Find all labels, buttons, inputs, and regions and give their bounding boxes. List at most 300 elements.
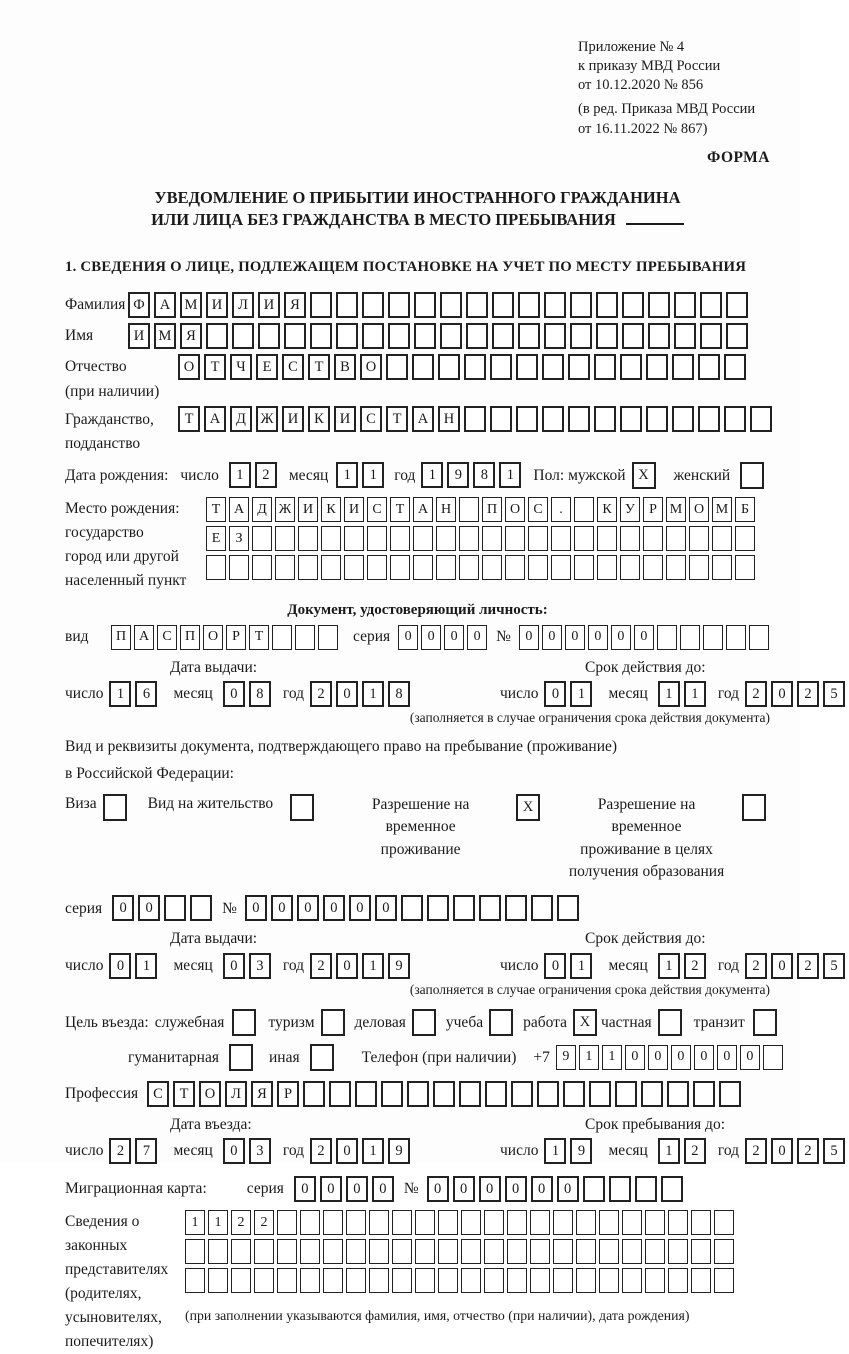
char-box[interactable] <box>484 1210 504 1235</box>
char-box[interactable] <box>206 323 228 349</box>
residence-permit-checkbox[interactable] <box>290 794 318 821</box>
char-box[interactable] <box>518 292 540 318</box>
char-box[interactable] <box>346 1239 366 1264</box>
char-box[interactable]: 0 <box>588 625 608 650</box>
char-box[interactable] <box>698 406 720 432</box>
entry-day-boxes[interactable] <box>109 1138 161 1164</box>
char-box[interactable]: В <box>334 354 356 380</box>
char-box[interactable]: И <box>258 292 280 318</box>
char-box[interactable] <box>185 1239 205 1264</box>
char-box[interactable]: 1 <box>421 462 443 488</box>
char-box[interactable] <box>726 625 746 650</box>
char-box[interactable]: П <box>111 625 131 650</box>
char-box[interactable] <box>492 292 514 318</box>
char-box[interactable] <box>362 323 384 349</box>
purpose-official-checkbox[interactable] <box>232 1009 260 1036</box>
char-box[interactable] <box>490 354 512 380</box>
patronymic-boxes[interactable] <box>178 354 750 380</box>
char-box[interactable] <box>208 1268 228 1293</box>
char-box[interactable] <box>724 354 746 380</box>
char-box[interactable] <box>583 1176 605 1202</box>
char-box[interactable] <box>208 1239 228 1264</box>
char-box[interactable] <box>336 323 358 349</box>
char-box[interactable] <box>414 323 436 349</box>
char-box[interactable]: Т <box>204 354 226 380</box>
char-box[interactable] <box>303 1081 325 1107</box>
char-box[interactable] <box>407 1081 429 1107</box>
birth-place-row1[interactable] <box>206 497 758 522</box>
char-box[interactable]: Д <box>252 497 272 522</box>
char-box[interactable] <box>622 292 644 318</box>
char-box[interactable]: О <box>360 354 382 380</box>
doc-issue-month-boxes[interactable] <box>223 681 275 707</box>
char-box[interactable] <box>648 323 670 349</box>
char-box[interactable] <box>714 1210 734 1235</box>
char-box[interactable] <box>658 1009 682 1036</box>
char-box[interactable]: Л <box>225 1081 247 1107</box>
permit-issue-year-boxes[interactable] <box>310 953 414 979</box>
char-box[interactable] <box>440 323 462 349</box>
char-box[interactable] <box>557 895 579 921</box>
char-box[interactable] <box>231 1268 251 1293</box>
char-box[interactable] <box>505 895 527 921</box>
purpose-work-checkbox[interactable] <box>573 1009 601 1036</box>
char-box[interactable] <box>459 497 479 522</box>
char-box[interactable]: М <box>666 497 686 522</box>
char-box[interactable] <box>459 555 479 580</box>
char-box[interactable]: 0 <box>611 625 631 650</box>
char-box[interactable] <box>190 895 212 921</box>
char-box[interactable]: 1 <box>135 953 157 979</box>
char-box[interactable] <box>415 1268 435 1293</box>
char-box[interactable] <box>275 555 295 580</box>
char-box[interactable] <box>412 354 434 380</box>
char-box[interactable] <box>392 1268 412 1293</box>
char-box[interactable] <box>667 1081 689 1107</box>
char-box[interactable]: 1 <box>684 681 706 707</box>
char-box[interactable]: 0 <box>375 895 397 921</box>
char-box[interactable] <box>620 406 642 432</box>
char-box[interactable]: А <box>413 497 433 522</box>
char-box[interactable] <box>321 526 341 551</box>
char-box[interactable] <box>641 1081 663 1107</box>
char-box[interactable] <box>479 895 501 921</box>
birth-month-boxes[interactable] <box>336 462 388 488</box>
permit-issue-month-boxes[interactable] <box>223 953 275 979</box>
char-box[interactable] <box>596 323 618 349</box>
char-box[interactable]: 0 <box>444 625 464 650</box>
char-box[interactable] <box>680 625 700 650</box>
char-box[interactable] <box>369 1239 389 1264</box>
char-box[interactable]: 2 <box>310 681 332 707</box>
permit-valid-day-boxes[interactable] <box>544 953 596 979</box>
char-box[interactable] <box>530 1239 550 1264</box>
char-box[interactable]: 0 <box>671 1045 691 1070</box>
char-box[interactable] <box>674 292 696 318</box>
char-box[interactable] <box>700 323 722 349</box>
char-box[interactable]: 0 <box>479 1176 501 1202</box>
char-box[interactable]: 0 <box>531 1176 553 1202</box>
char-box[interactable] <box>645 1268 665 1293</box>
char-box[interactable]: К <box>597 497 617 522</box>
purpose-private-checkbox[interactable] <box>658 1009 686 1036</box>
char-box[interactable] <box>530 1268 550 1293</box>
char-box[interactable]: 0 <box>771 1138 793 1164</box>
char-box[interactable] <box>484 1268 504 1293</box>
purpose-business-checkbox[interactable] <box>412 1009 440 1036</box>
sex-male-checkbox[interactable] <box>632 462 660 489</box>
char-box[interactable]: 0 <box>336 1138 358 1164</box>
char-box[interactable]: П <box>180 625 200 650</box>
char-box[interactable] <box>415 1239 435 1264</box>
char-box[interactable]: 0 <box>223 953 245 979</box>
char-box[interactable]: 5 <box>823 681 845 707</box>
char-box[interactable] <box>530 1210 550 1235</box>
char-box[interactable]: 2 <box>254 1210 274 1235</box>
doc-issue-day-boxes[interactable] <box>109 681 161 707</box>
char-box[interactable]: 0 <box>519 625 539 650</box>
char-box[interactable]: 2 <box>231 1210 251 1235</box>
char-box[interactable]: К <box>321 497 341 522</box>
char-box[interactable]: А <box>134 625 154 650</box>
char-box[interactable] <box>492 323 514 349</box>
char-box[interactable] <box>482 526 502 551</box>
char-box[interactable] <box>666 526 686 551</box>
char-box[interactable] <box>466 292 488 318</box>
char-box[interactable]: 1 <box>570 953 592 979</box>
char-box[interactable] <box>712 526 732 551</box>
char-box[interactable] <box>576 1210 596 1235</box>
char-box[interactable] <box>440 292 462 318</box>
char-box[interactable]: 2 <box>797 681 819 707</box>
char-box[interactable] <box>466 323 488 349</box>
char-box[interactable] <box>672 354 694 380</box>
char-box[interactable] <box>461 1268 481 1293</box>
char-box[interactable] <box>413 526 433 551</box>
char-box[interactable]: 0 <box>557 1176 579 1202</box>
char-box[interactable] <box>401 895 423 921</box>
char-box[interactable] <box>346 1210 366 1235</box>
purpose-tourism-checkbox[interactable] <box>321 1009 349 1036</box>
char-box[interactable]: 9 <box>447 462 469 488</box>
char-box[interactable] <box>763 1045 783 1070</box>
char-box[interactable] <box>597 526 617 551</box>
char-box[interactable]: 1 <box>579 1045 599 1070</box>
stay-day-boxes[interactable] <box>544 1138 596 1164</box>
char-box[interactable]: 2 <box>684 1138 706 1164</box>
char-box[interactable]: 1 <box>109 681 131 707</box>
doc-valid-day-boxes[interactable] <box>544 681 596 707</box>
doc-issue-year-boxes[interactable] <box>310 681 414 707</box>
char-box[interactable] <box>589 1081 611 1107</box>
char-box[interactable] <box>298 555 318 580</box>
char-box[interactable] <box>295 625 315 650</box>
char-box[interactable] <box>516 354 538 380</box>
char-box[interactable] <box>544 292 566 318</box>
char-box[interactable]: 3 <box>249 1138 271 1164</box>
citizenship-boxes[interactable] <box>178 406 776 432</box>
char-box[interactable] <box>542 354 564 380</box>
char-box[interactable] <box>531 895 553 921</box>
char-box[interactable] <box>574 526 594 551</box>
char-box[interactable] <box>620 555 640 580</box>
char-box[interactable] <box>749 625 769 650</box>
char-box[interactable] <box>275 526 295 551</box>
char-box[interactable] <box>392 1210 412 1235</box>
char-box[interactable]: 0 <box>634 625 654 650</box>
char-box[interactable] <box>507 1210 527 1235</box>
char-box[interactable] <box>689 555 709 580</box>
char-box[interactable] <box>674 323 696 349</box>
doc-valid-month-boxes[interactable] <box>658 681 710 707</box>
char-box[interactable] <box>336 292 358 318</box>
char-box[interactable] <box>643 526 663 551</box>
name-boxes[interactable] <box>128 323 752 349</box>
char-box[interactable] <box>703 625 723 650</box>
char-box[interactable]: Р <box>643 497 663 522</box>
char-box[interactable] <box>553 1239 573 1264</box>
char-box[interactable] <box>691 1268 711 1293</box>
char-box[interactable] <box>542 406 564 432</box>
purpose-study-checkbox[interactable] <box>489 1009 517 1036</box>
char-box[interactable] <box>528 526 548 551</box>
char-box[interactable]: 1 <box>499 462 521 488</box>
char-box[interactable]: Р <box>277 1081 299 1107</box>
char-box[interactable] <box>648 292 670 318</box>
char-box[interactable] <box>672 406 694 432</box>
char-box[interactable]: И <box>206 292 228 318</box>
char-box[interactable]: 0 <box>138 895 160 921</box>
char-box[interactable] <box>750 406 772 432</box>
char-box[interactable]: 0 <box>467 625 487 650</box>
char-box[interactable]: Я <box>284 292 306 318</box>
char-box[interactable] <box>691 1210 711 1235</box>
char-box[interactable] <box>505 526 525 551</box>
char-box[interactable] <box>290 794 314 821</box>
char-box[interactable]: 0 <box>453 1176 475 1202</box>
char-box[interactable]: 0 <box>294 1176 316 1202</box>
char-box[interactable]: Ч <box>230 354 252 380</box>
char-box[interactable]: 0 <box>112 895 134 921</box>
char-box[interactable] <box>367 555 387 580</box>
legal-row3[interactable] <box>185 1268 737 1293</box>
char-box[interactable]: 2 <box>745 681 767 707</box>
char-box[interactable] <box>413 555 433 580</box>
char-box[interactable]: 8 <box>388 681 410 707</box>
char-box[interactable] <box>615 1081 637 1107</box>
char-box[interactable] <box>272 625 292 650</box>
char-box[interactable] <box>231 1239 251 1264</box>
stay-month-boxes[interactable] <box>658 1138 710 1164</box>
char-box[interactable]: Л <box>232 292 254 318</box>
char-box[interactable] <box>622 1268 642 1293</box>
char-box[interactable]: 0 <box>323 895 345 921</box>
char-box[interactable] <box>597 555 617 580</box>
char-box[interactable]: Б <box>735 497 755 522</box>
char-box[interactable] <box>388 323 410 349</box>
char-box[interactable]: К <box>308 406 330 432</box>
char-box[interactable] <box>646 354 668 380</box>
char-box[interactable]: 1 <box>544 1138 566 1164</box>
char-box[interactable] <box>438 1239 458 1264</box>
permit-issue-day-boxes[interactable] <box>109 953 161 979</box>
char-box[interactable] <box>381 1081 403 1107</box>
char-box[interactable] <box>518 323 540 349</box>
char-box[interactable] <box>714 1268 734 1293</box>
birth-place-row2[interactable] <box>206 526 758 551</box>
char-box[interactable] <box>753 1009 777 1036</box>
char-box[interactable]: 1 <box>362 462 384 488</box>
char-box[interactable] <box>622 1239 642 1264</box>
char-box[interactable] <box>635 1176 657 1202</box>
char-box[interactable]: 0 <box>372 1176 394 1202</box>
char-box[interactable] <box>362 292 384 318</box>
char-box[interactable] <box>574 497 594 522</box>
char-box[interactable]: А <box>229 497 249 522</box>
char-box[interactable] <box>735 526 755 551</box>
char-box[interactable]: X <box>573 1009 597 1036</box>
char-box[interactable] <box>668 1239 688 1264</box>
char-box[interactable] <box>392 1239 412 1264</box>
char-box[interactable]: А <box>204 406 226 432</box>
char-box[interactable]: Е <box>256 354 278 380</box>
char-box[interactable]: 0 <box>223 1138 245 1164</box>
birth-day-boxes[interactable] <box>229 462 281 488</box>
char-box[interactable]: 2 <box>310 953 332 979</box>
char-box[interactable]: О <box>203 625 223 650</box>
char-box[interactable]: 1 <box>208 1210 228 1235</box>
char-box[interactable] <box>369 1268 389 1293</box>
document-type-boxes[interactable] <box>111 625 341 650</box>
char-box[interactable] <box>414 292 436 318</box>
temp-residence-edu-checkbox[interactable] <box>742 794 770 821</box>
char-box[interactable] <box>254 1268 274 1293</box>
char-box[interactable] <box>229 555 249 580</box>
char-box[interactable]: 2 <box>310 1138 332 1164</box>
char-box[interactable]: 1 <box>336 462 358 488</box>
char-box[interactable]: З <box>229 526 249 551</box>
char-box[interactable] <box>507 1268 527 1293</box>
char-box[interactable] <box>551 526 571 551</box>
char-box[interactable] <box>620 526 640 551</box>
char-box[interactable] <box>666 555 686 580</box>
char-box[interactable] <box>438 354 460 380</box>
char-box[interactable] <box>459 1081 481 1107</box>
char-box[interactable] <box>668 1268 688 1293</box>
char-box[interactable] <box>103 794 127 821</box>
char-box[interactable] <box>252 526 272 551</box>
char-box[interactable]: 8 <box>249 681 271 707</box>
char-box[interactable]: 1 <box>658 681 680 707</box>
char-box[interactable]: 1 <box>229 462 251 488</box>
char-box[interactable]: Т <box>173 1081 195 1107</box>
migration-card-series-boxes[interactable] <box>294 1176 398 1202</box>
char-box[interactable]: С <box>528 497 548 522</box>
char-box[interactable] <box>724 406 746 432</box>
char-box[interactable] <box>596 292 618 318</box>
char-box[interactable]: Я <box>180 323 202 349</box>
char-box[interactable] <box>323 1239 343 1264</box>
char-box[interactable]: 0 <box>648 1045 668 1070</box>
char-box[interactable]: 9 <box>388 1138 410 1164</box>
permit-valid-year-boxes[interactable] <box>745 953 849 979</box>
char-box[interactable]: 0 <box>505 1176 527 1202</box>
char-box[interactable]: 3 <box>249 953 271 979</box>
char-box[interactable] <box>206 555 226 580</box>
char-box[interactable] <box>254 1239 274 1264</box>
char-box[interactable]: 1 <box>658 1138 680 1164</box>
char-box[interactable] <box>726 323 748 349</box>
char-box[interactable]: С <box>282 354 304 380</box>
char-box[interactable] <box>436 526 456 551</box>
char-box[interactable] <box>277 1239 297 1264</box>
char-box[interactable] <box>700 292 722 318</box>
char-box[interactable]: 9 <box>388 953 410 979</box>
char-box[interactable] <box>484 1239 504 1264</box>
char-box[interactable]: А <box>154 292 176 318</box>
phone-boxes[interactable] <box>556 1045 786 1070</box>
char-box[interactable] <box>537 1081 559 1107</box>
char-box[interactable] <box>574 555 594 580</box>
char-box[interactable]: С <box>360 406 382 432</box>
char-box[interactable] <box>719 1081 741 1107</box>
char-box[interactable] <box>594 406 616 432</box>
char-box[interactable] <box>300 1239 320 1264</box>
char-box[interactable]: 9 <box>570 1138 592 1164</box>
permit-series-boxes[interactable] <box>112 895 216 921</box>
char-box[interactable]: 0 <box>245 895 267 921</box>
char-box[interactable] <box>657 625 677 650</box>
char-box[interactable]: Т <box>249 625 269 650</box>
char-box[interactable]: 8 <box>473 462 495 488</box>
char-box[interactable]: 0 <box>542 625 562 650</box>
char-box[interactable]: 1 <box>185 1210 205 1235</box>
char-box[interactable] <box>599 1268 619 1293</box>
char-box[interactable]: 0 <box>565 625 585 650</box>
char-box[interactable]: Т <box>206 497 226 522</box>
doc-valid-year-boxes[interactable] <box>745 681 849 707</box>
char-box[interactable]: 0 <box>771 953 793 979</box>
char-box[interactable]: Е <box>206 526 226 551</box>
char-box[interactable] <box>321 1009 345 1036</box>
char-box[interactable] <box>505 555 525 580</box>
char-box[interactable] <box>415 1210 435 1235</box>
char-box[interactable]: 0 <box>625 1045 645 1070</box>
char-box[interactable]: 2 <box>684 953 706 979</box>
char-box[interactable]: С <box>147 1081 169 1107</box>
char-box[interactable] <box>528 555 548 580</box>
char-box[interactable] <box>563 1081 585 1107</box>
char-box[interactable]: И <box>128 323 150 349</box>
char-box[interactable] <box>576 1239 596 1264</box>
char-box[interactable]: 9 <box>556 1045 576 1070</box>
char-box[interactable] <box>229 1044 253 1071</box>
char-box[interactable]: Т <box>386 406 408 432</box>
char-box[interactable] <box>568 354 590 380</box>
char-box[interactable] <box>438 1268 458 1293</box>
char-box[interactable] <box>232 1009 256 1036</box>
char-box[interactable]: Р <box>226 625 246 650</box>
char-box[interactable] <box>609 1176 631 1202</box>
char-box[interactable]: Ж <box>256 406 278 432</box>
char-box[interactable] <box>436 555 456 580</box>
char-box[interactable]: А <box>412 406 434 432</box>
char-box[interactable] <box>661 1176 683 1202</box>
char-box[interactable] <box>645 1239 665 1264</box>
char-box[interactable] <box>390 526 410 551</box>
char-box[interactable]: 0 <box>398 625 418 650</box>
char-box[interactable] <box>553 1268 573 1293</box>
